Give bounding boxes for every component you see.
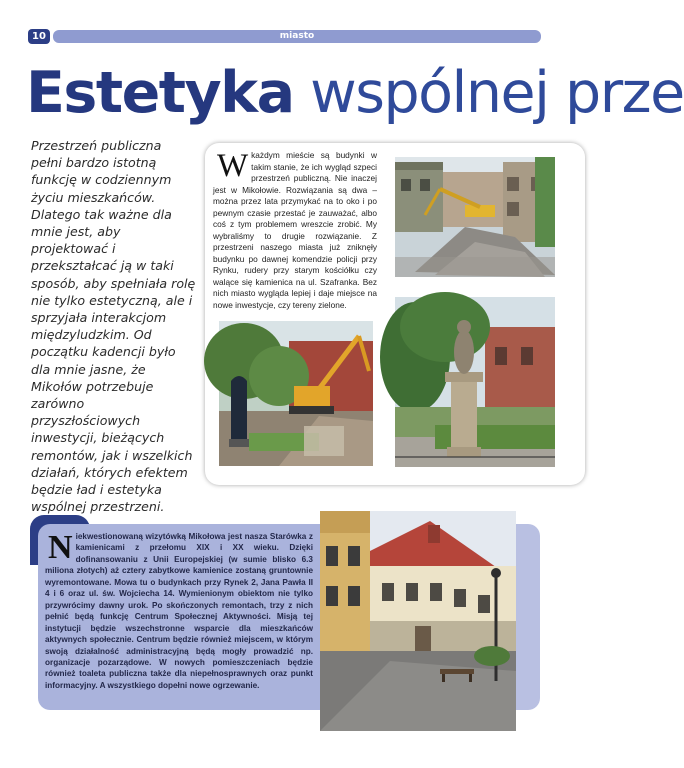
box-drop-cap: N	[48, 529, 73, 566]
headline	[26, 60, 684, 126]
card-drop-cap: W	[217, 148, 249, 184]
building-rendering-image	[320, 511, 516, 731]
page-number: 10	[28, 29, 50, 44]
box-body: iekwestionowaną wizytówką Mikołowa jest nasza Starówka z kamienicami z przełomu XIX i XX wieku. Dzięki dofinansowaniu z Unii Europejskiej (w sumie blisko 6.3 miliona złotych) aż cztery zabytkowe kamienice zostaną gruntownie wyremontowane. Mowa tu o budynkach przy Rynek 2, Jana Pawła II 4 i 6 oraz ul. św. Wojciecha 14. Wymienionym obiektom nie tylko przywrócimy dawny urok. Po skończonych remontach, trzy z nich pełnić będą funkcję Centrum Społecznej Aktywności. Misją tej instytucji będzie wszechstronne wsparcie dla mieszkańców aktywnych społecznie. Centrum będzie również miejscem, w którym swoją działalność administracyjną będą mogły prowadzić np. organizacje pozarządowe. W nowych pomieszczeniach będzie również toaleta publiczna także dla niepełnosprawnych oraz punkt informacyjny. A wszystkiego dopełni nowe ogrzewanie.	[45, 532, 313, 690]
box-tab-right	[516, 524, 540, 710]
box-text	[45, 531, 313, 691]
photo-demolition-image	[395, 157, 555, 277]
photo-statue-image	[395, 297, 555, 467]
photo-statue	[395, 297, 555, 467]
card-body: każdym mieście są budynki w takim stanie, że ich wygląd szpeci przestrzeń publiczną. Nie inaczej jest w Mikołowie. Rozwiązania są dwa – można przez lata przymykać na to oko i po pewnym czasie przestać je zauważać, albo coś z tym problemem wreszcie zrobić. My wybraliśmy to drugie rozwiązanie. Z przestrzeni naszego miasta już zniknęły budynku po dawnej komendzie policji przy Rynku, rudery przy starym kościółku czy walące się kamienica na ul. Szafranka. Bez nich miasto wygląda lepiej i daje miejsce na nowe inwestycje, czy tereny zielone.	[213, 150, 377, 310]
headline-light: wspólnej prze	[310, 60, 684, 126]
card-text	[213, 150, 377, 311]
photo-demolition	[395, 157, 555, 277]
headline-bold: Estetyka	[26, 60, 294, 126]
section-label: miasto	[53, 30, 541, 43]
building-rendering	[320, 511, 516, 731]
photo-excavator-image	[219, 321, 373, 466]
photo-excavator	[219, 321, 373, 466]
intro-paragraph: Przestrzeń publiczna pełni bardzo istotną funkcję w codziennym życiu mieszkańców. Dlatego tak ważne dla mnie jest, aby projektować i przekształcać ją w taki sposób, aby spełniała rolę nie tylko estetyczną, ale i sprzyjała interakcjom międzyludzkim. Od początku kadencji było dla mnie jasne, że Mikołów potrzebuje zarówno przyszłościowych inwestycji, bieżących remontów, jak i wszelkich działań, których efektem będzie ład i estetyka wspólnej przestrzeni.	[31, 138, 196, 515]
